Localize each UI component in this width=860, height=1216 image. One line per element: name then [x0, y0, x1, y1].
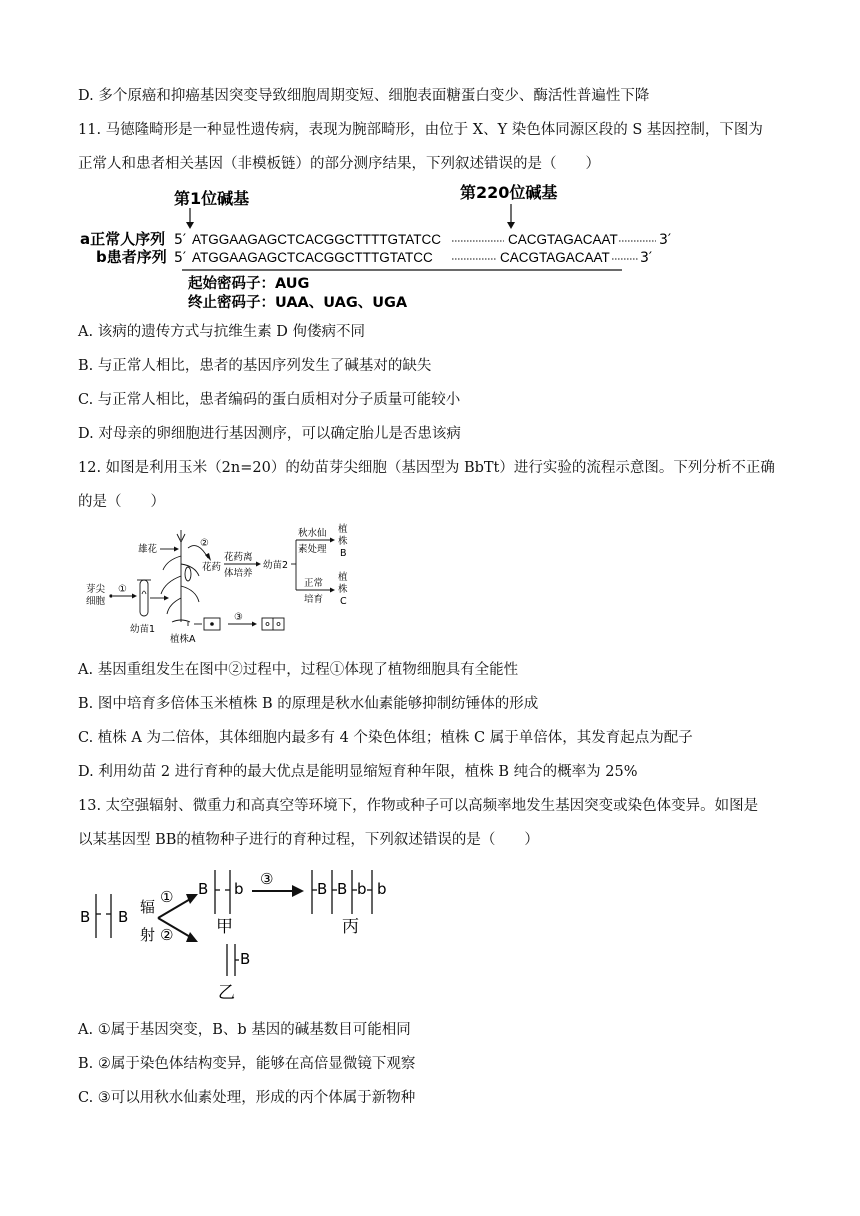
colchicine-label-1: 秋水仙 — [298, 528, 327, 539]
orig-allele-right: B — [118, 908, 129, 926]
plant-b-label-1: 植 — [338, 524, 348, 535]
step2-label: ② — [160, 926, 174, 944]
q12-breeding-flow-figure — [84, 522, 374, 650]
corn-plant-icon — [161, 530, 199, 622]
stop-codon-note: 终止密码子：UAA、UAG、UGA — [188, 295, 408, 311]
bud-tip-label-1: 芽尖 — [86, 584, 106, 595]
step2-label: ② — [200, 538, 209, 549]
bing-label: 丙 — [342, 917, 359, 937]
bing-allele-3: b — [357, 880, 367, 898]
plant-b-label-3: B — [340, 548, 347, 559]
row-a-seq-end: CACGTAGACAAT — [508, 232, 618, 247]
q12-stem-line2: 的是（ ） — [78, 494, 165, 510]
row-a-label: a正常人序列 — [80, 230, 166, 248]
normal-label-2: 培育 — [304, 594, 324, 605]
jia-label: 甲 — [216, 917, 233, 937]
q11-stem-line1: 11. 马德隆畸形是一种显性遗传病，表现为腕部畸形，由位于 X、Y 染色体同源区段的 S 基因控制，下图为 — [78, 122, 763, 138]
q13-option-a: A. ①属于基因突变，B、b 基因的碱基数目可能相同 — [78, 1022, 411, 1038]
plant-c-label-3: C — [340, 596, 347, 607]
row-b-3prime: 3′ — [640, 250, 653, 266]
step1-label: ① — [160, 888, 174, 906]
q13-option-c: C. ③可以用秋水仙素处理，形成的丙个体属于新物种 — [78, 1090, 416, 1106]
q12-option-a: A. 基因重组发生在图中②过程中，过程①体现了植物细胞具有全能性 — [78, 662, 519, 678]
jia-allele-b: b — [234, 880, 244, 898]
step3-label: ③ — [234, 612, 243, 623]
q11-option-d: D. 对母亲的卵细胞进行基因测序，可以确定胎儿是否患该病 — [78, 426, 461, 442]
label-220-base: 第220位碱基 — [460, 183, 558, 202]
anther-culture-label-2: 体培养 — [224, 568, 253, 579]
plant-c-label-2: 株 — [338, 584, 348, 595]
row-a-seq-start: ATGGAAGAGCTCACGGCTTTTGTATCC — [192, 232, 441, 247]
q13-stem-line2: 以某基因型 BB的植物种子进行的育种过程，下列叙述错误的是（ ） — [78, 832, 539, 848]
orig-allele-left: B — [80, 908, 91, 926]
jia-allele-B: B — [198, 880, 209, 898]
step3-label: ③ — [260, 870, 274, 888]
q12-option-d: D. 利用幼苗 2 进行育种的最大优点是能明显缩短育种年限，植株 B 纯合的概率为 25% — [78, 764, 638, 780]
colchicine-label-2: 素处理 — [298, 544, 327, 555]
q12-option-b: B. 图中培育多倍体玉米植株 B 的原理是秋水仙素能够抑制纺锤体的形成 — [78, 696, 539, 712]
seedling2-label: 幼苗2 — [263, 560, 289, 571]
bing-allele-4: b — [377, 880, 387, 898]
normal-label-1: 正常 — [304, 578, 324, 589]
anther-label: 花药 — [202, 562, 222, 573]
row-b-label: b患者序列 — [96, 248, 167, 266]
step1-label: ① — [118, 584, 127, 595]
q13-option-b: B. ②属于染色体结构变异，能够在高倍显微镜下观察 — [78, 1056, 416, 1072]
q11-stem-line2: 正常人和患者相关基因（非模板链）的部分测序结果，下列叙述错误的是（ ） — [78, 156, 600, 172]
plant-a-label: 植株A — [170, 634, 196, 645]
q13-stem-line1: 13. 太空强辐射、微重力和高真空等环境下，作物或种子可以高频率地发生基因突变或染色体变异。如图是 — [78, 798, 759, 814]
q10-option-d: D. 多个原癌和抑癌基因突变导致细胞周期变短、细胞表面糖蛋白变少、酶活性普遍性下降 — [78, 88, 650, 104]
q12-option-c: C. 植株 A 为二倍体，其体细胞内最多有 4 个染色体组；植株 C 属于单倍体，其发育起点为配子 — [78, 730, 693, 746]
seedling1-label: 幼苗1 — [130, 624, 156, 635]
radiation-label-1: 辐 — [140, 898, 156, 916]
start-codon-note: 起始密码子：AUG — [188, 276, 310, 292]
anther-culture-label-1: 花药离 — [224, 552, 253, 563]
radiation-label-2: 射 — [140, 926, 156, 944]
row-b-seq-start: ATGGAAGAGCTCACGGCTTTGTATCC — [192, 250, 433, 265]
plant-c-label-1: 植 — [338, 572, 348, 583]
male-flower-label: 雄花 — [138, 544, 158, 555]
label-first-base: 第1位碱基 — [174, 189, 250, 208]
bud-tip-label-2: 细胞 — [86, 596, 106, 607]
q11-option-a: A. 该病的遗传方式与抗维生素 D 佝偻病不同 — [78, 324, 366, 340]
row-a-5prime: 5′ — [174, 232, 187, 248]
row-b-5prime: 5′ — [174, 250, 187, 266]
yi-label: 乙 — [218, 983, 235, 1003]
bing-allele-2: B — [337, 880, 348, 898]
q13-chromosome-figure — [76, 864, 396, 1004]
row-b-seq-end: CACGTAGACAAT — [500, 250, 610, 265]
row-a-3prime: 3′ — [659, 232, 672, 248]
q11-option-b: B. 与正常人相比，患者的基因序列发生了碱基对的缺失 — [78, 358, 432, 374]
yi-allele-B: B — [240, 950, 251, 968]
plant-b-label-2: 株 — [338, 536, 348, 547]
q11-sequence-figure — [78, 182, 718, 312]
bing-allele-1: B — [317, 880, 328, 898]
q11-option-c: C. 与正常人相比，患者编码的蛋白质相对分子质量可能较小 — [78, 392, 461, 408]
q12-stem-line1: 12. 如图是利用玉米（2n=20）的幼苗芽尖细胞（基因型为 BbTt）进行实验的流程示意图。下列分析不正确 — [78, 460, 775, 476]
